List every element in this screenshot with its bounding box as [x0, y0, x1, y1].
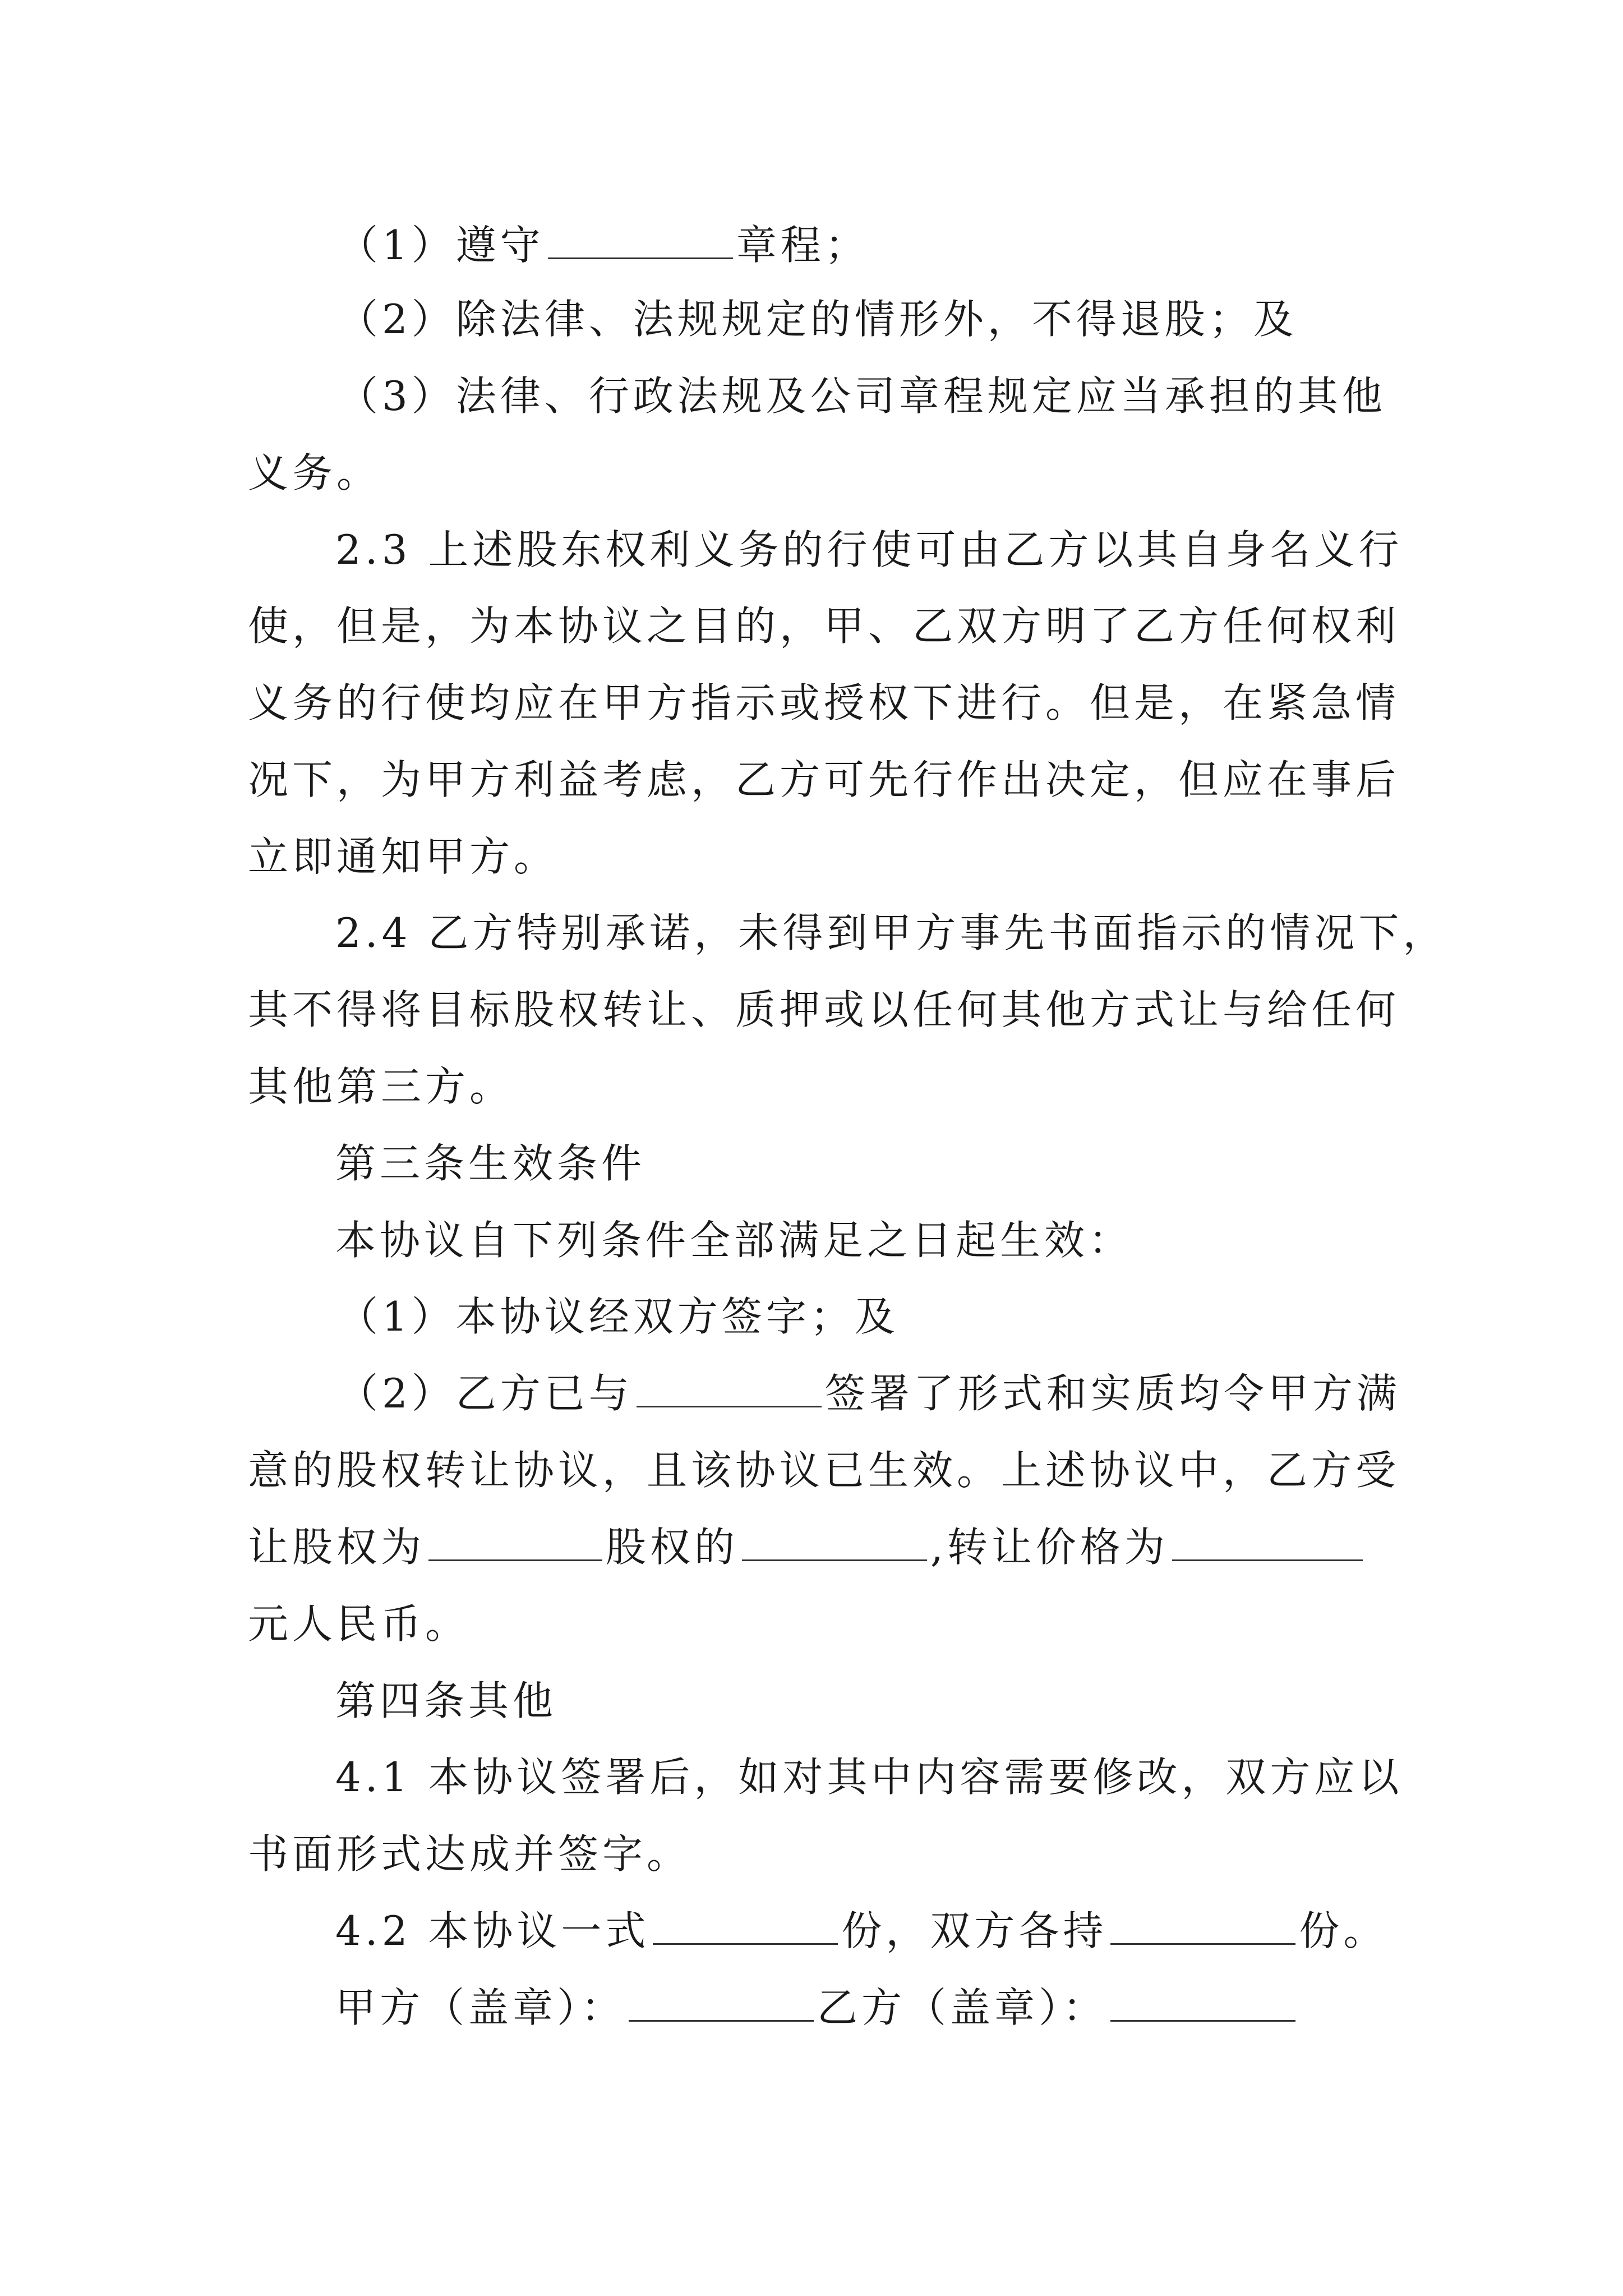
text-segment: 2.3 上述股东权利义务的行使可由乙方以其自身名义行: [335, 526, 1403, 573]
clause-4-1-line2: [248, 1829, 691, 1879]
text-segment: 使，但是，为本协议之目的，甲、乙双方明了乙方任何权利: [248, 602, 1400, 650]
text-segment: ,转让价格为: [930, 1524, 1169, 1571]
fill-blank: [548, 220, 733, 259]
clause-obligation-3-cont: [248, 448, 381, 498]
condition-2: [338, 1368, 1401, 1419]
fill-blank: [428, 1522, 602, 1561]
text-segment: 立即通知甲方。: [248, 833, 559, 880]
text-segment: 其不得将目标股权转让、质押或以任何其他方式让与给任何: [248, 986, 1400, 1033]
condition-2-line4: [248, 1599, 469, 1649]
section-heading-4: [335, 1676, 557, 1726]
clause-2-4-line3: [248, 1061, 514, 1112]
party-b-seal-label: 乙方（盖章）：: [817, 1984, 1108, 2031]
clause-2-3-line5: [248, 831, 558, 882]
text-segment: （3）法律、行政法规及公司章程规定应当承担的其他: [338, 372, 1386, 420]
text-segment: 义务的行使均应在甲方指示或授权下进行。但是，在紧急情: [248, 679, 1400, 726]
text-segment: 元人民币。: [248, 1600, 470, 1648]
fill-blank: [742, 1522, 927, 1561]
text-segment: 其他第三方。: [248, 1063, 514, 1110]
text-segment: 2.4 乙方特别承诺，未得到甲方事先书面指示的情况下，: [335, 909, 1447, 956]
text-segment: 意的股权转让协议，且该协议已生效。上述协议中，乙方受: [248, 1447, 1400, 1494]
clause-2-4-line2: [248, 984, 1400, 1035]
text-segment: 4.2 本协议一式: [335, 1907, 650, 1954]
party-b-seal-blank: [1110, 1983, 1295, 2022]
text-segment: （2）乙方已与: [338, 1370, 633, 1417]
clause-2-3-line3: [248, 678, 1400, 728]
party-a-seal-blank: [629, 1983, 814, 2022]
text-segment: （1）遵守: [338, 222, 545, 269]
fill-blank: [653, 1906, 838, 1945]
clause-2-3-line4: [248, 754, 1400, 805]
clause-2-3: [335, 524, 1403, 575]
text-segment: 签署了形式和实质均令甲方满: [824, 1370, 1401, 1417]
text-segment: 本协议自下列条件全部满足之日起生效：: [335, 1217, 1133, 1264]
text-segment: 份，双方各持: [841, 1907, 1108, 1954]
condition-2-line3: [248, 1522, 1366, 1572]
fill-blank: [637, 1369, 822, 1407]
condition-1: [338, 1291, 899, 1342]
clause-4-2: [335, 1906, 1387, 1956]
condition-2-line2: [248, 1445, 1400, 1496]
text-segment: 第四条其他: [335, 1677, 557, 1724]
text-segment: （1）本协议经双方签字；及: [338, 1293, 899, 1340]
clause-obligation-2: [338, 294, 1298, 344]
clause-obligation-3: [338, 371, 1386, 421]
text-segment: 章程；: [736, 222, 869, 269]
clause-2-3-line2: [248, 601, 1400, 651]
clause-obligation-1: [338, 220, 869, 270]
text-segment: 4.1 本协议签署后，如对其中内容需要修改，双方应以: [335, 1754, 1403, 1801]
fill-blank: [1110, 1906, 1295, 1945]
text-segment: （2）除法律、法规规定的情形外，不得退股；及: [338, 296, 1298, 343]
fill-blank: [1172, 1522, 1363, 1561]
text-segment: 况下，为甲方利益考虑，乙方可先行作出决定，但应在事后: [248, 756, 1400, 803]
signature-line: [335, 1982, 1299, 2033]
text-segment: 股权的: [606, 1524, 739, 1571]
text-segment: 书面形式达成并签字。: [248, 1830, 691, 1878]
clause-4-1: [335, 1752, 1403, 1802]
effective-conditions-intro: [335, 1215, 1133, 1266]
text-segment: 第三条生效条件: [335, 1140, 646, 1187]
section-heading-3: [335, 1138, 645, 1189]
text-segment: 份。: [1299, 1907, 1388, 1954]
text-segment: 义务。: [248, 449, 381, 496]
text-segment: 让股权为: [248, 1524, 426, 1571]
clause-2-4: [335, 908, 1447, 958]
party-a-seal-label: 甲方（盖章）：: [335, 1984, 626, 2031]
